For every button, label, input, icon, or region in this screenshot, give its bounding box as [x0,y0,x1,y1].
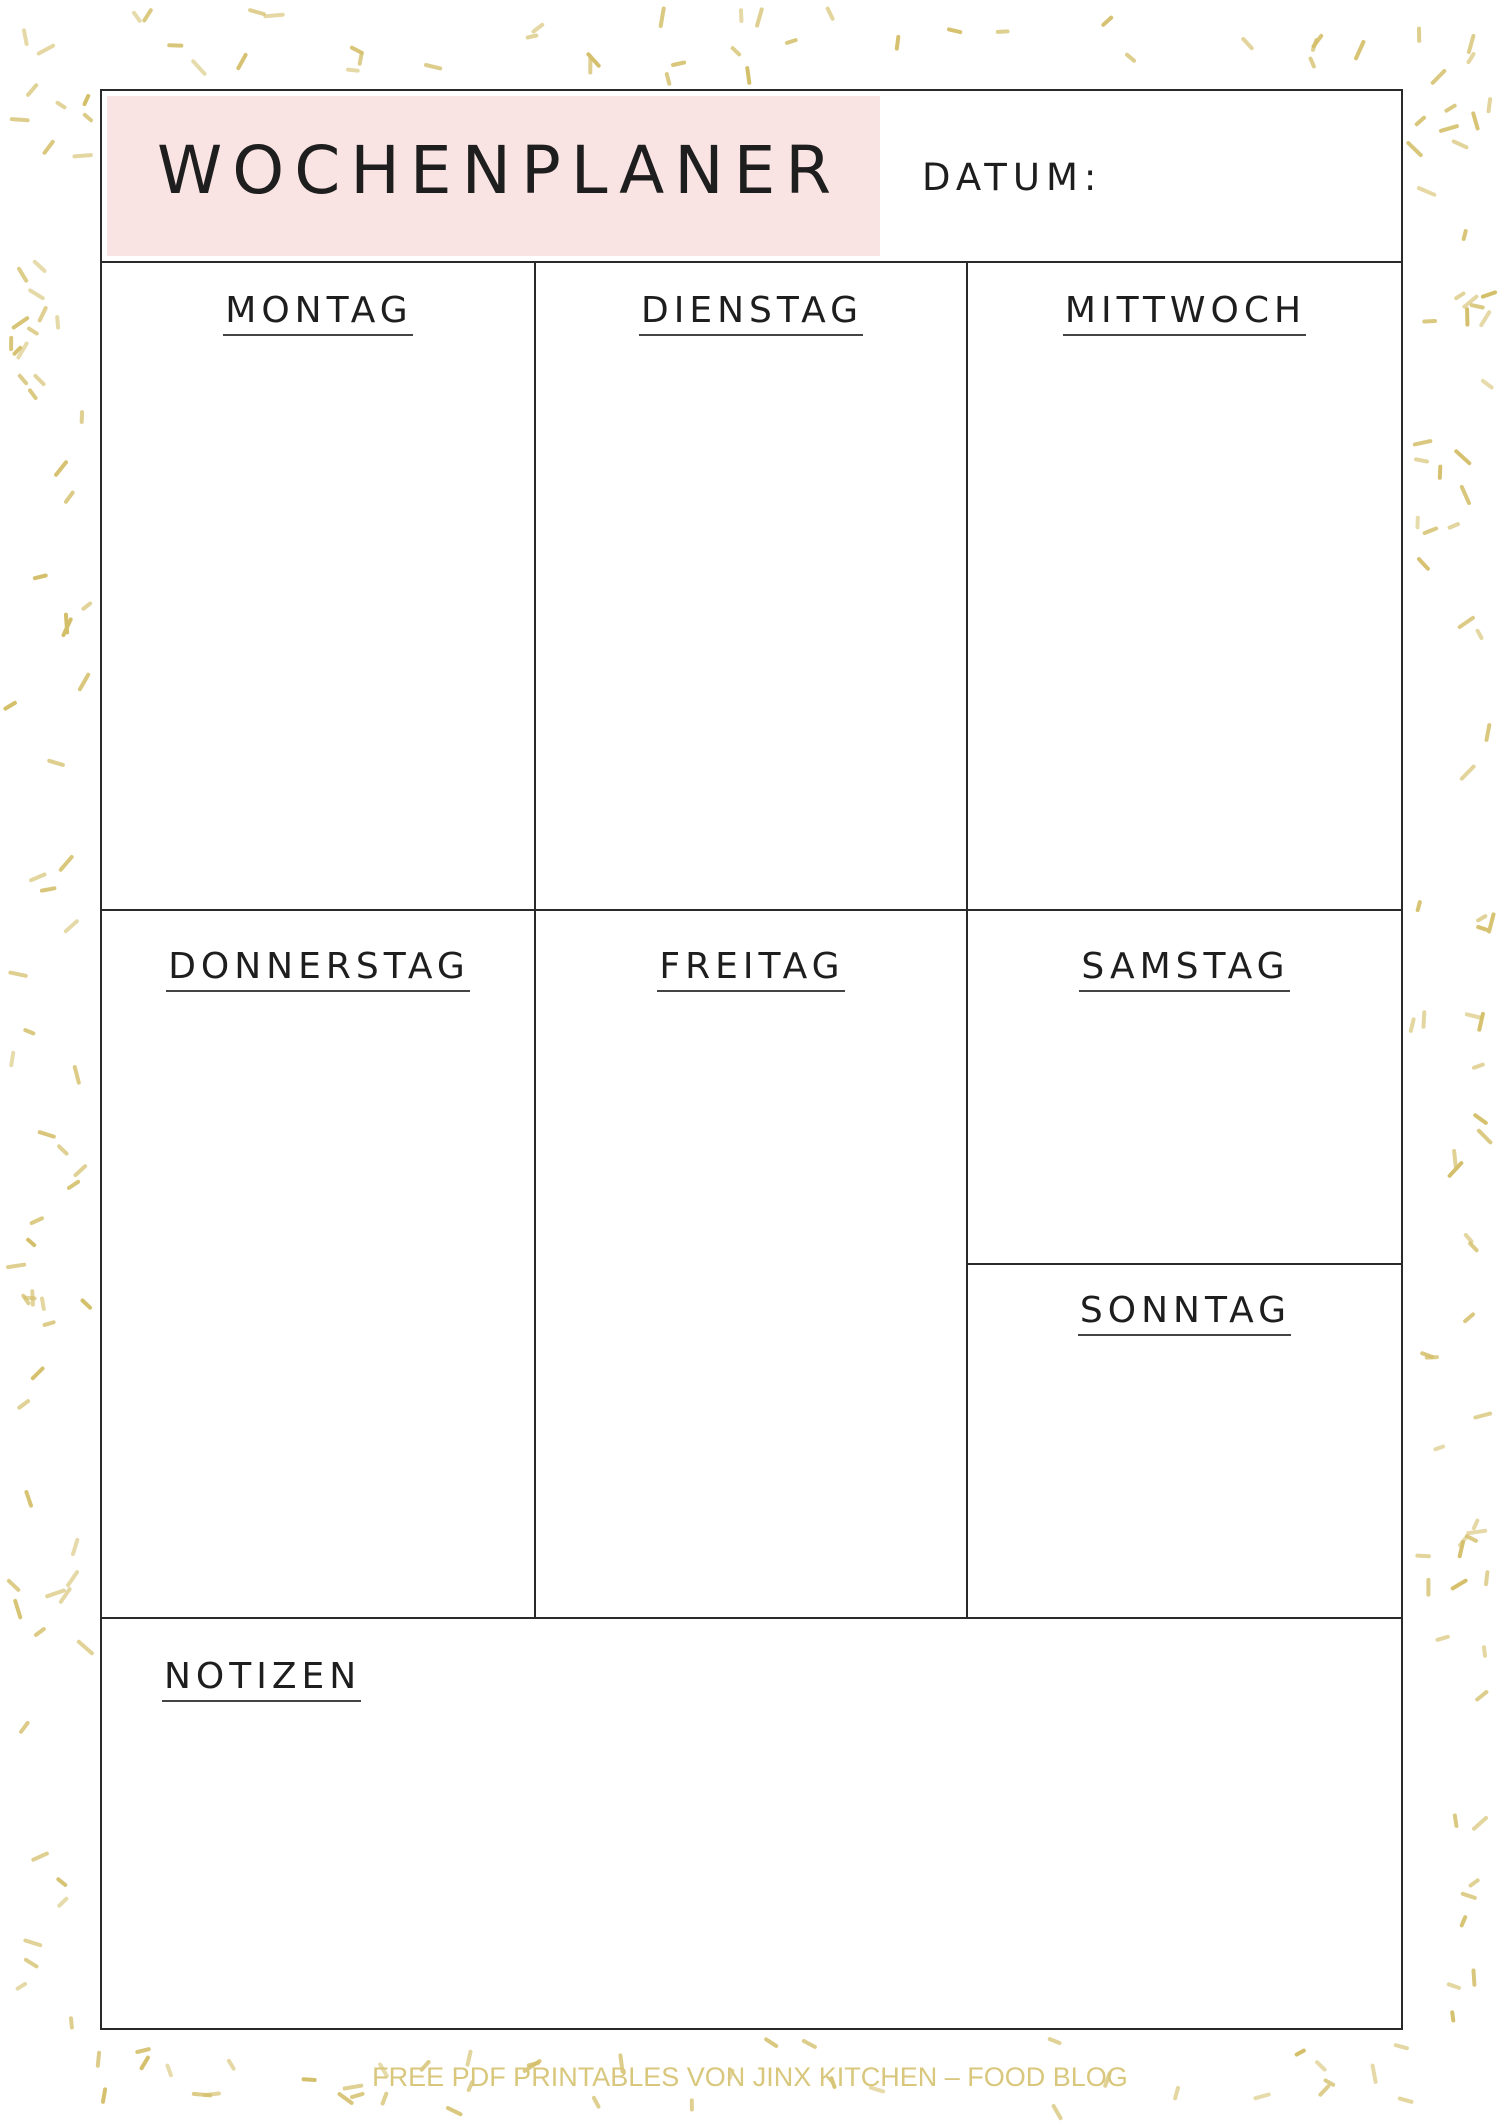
confetti-sprinkle [1453,1581,1466,1589]
day-heading-sunday: SONNTAG [968,1293,1401,1336]
confetti-sprinkle [766,2039,776,2046]
confetti-sprinkle [36,1629,44,1635]
confetti-sprinkle [25,1030,33,1033]
confetti-sprinkle [40,1132,54,1136]
confetti-sprinkle [1416,459,1427,461]
weekly-planner-sheet [100,89,1403,2030]
confetti-sprinkle [1478,927,1486,930]
confetti-sprinkle [66,921,77,931]
confetti-sprinkle [1425,529,1436,534]
confetti-sprinkle [75,1067,79,1083]
confetti-sprinkle [1438,1637,1448,1640]
confetti-sprinkle [30,390,36,398]
confetti-sprinkle [1415,441,1431,444]
confetti-sprinkle [1469,54,1474,62]
confetti-sprinkle [21,1723,28,1732]
confetti-sprinkle [667,74,670,84]
planner-header [102,91,1401,263]
confetti-sprinkle [238,55,245,68]
confetti-sprinkle [897,37,899,49]
confetti-sprinkle [528,36,537,38]
confetti-sprinkle [1419,559,1428,569]
confetti-sprinkle [15,1601,20,1617]
confetti-sprinkle [28,85,36,95]
confetti-sprinkle [787,40,796,43]
confetti-sprinkle [32,1218,42,1223]
confetti-sprinkle [250,10,264,14]
confetti-sprinkle [8,1265,24,1267]
confetti-sprinkle [352,48,362,53]
confetti-sprinkle [1411,1019,1414,1030]
planner-title: WOCHENPLANER [157,132,842,209]
confetti-sprinkle [10,973,25,976]
confetti-sprinkle [1464,231,1466,239]
confetti-sprinkle [1474,1971,1475,1985]
confetti-sprinkle [30,290,43,298]
confetti-sprinkle [24,30,27,44]
confetti-sprinkle [534,25,543,32]
confetti-sprinkle [144,10,151,20]
confetti-sprinkle [1446,106,1454,111]
confetti-sprinkle [18,1984,26,1989]
day-cell-thursday[interactable] [102,911,536,1619]
confetti-sprinkle [19,1401,28,1408]
confetti-sprinkle [5,703,15,709]
confetti-sprinkle [1297,2051,1304,2055]
confetti-sprinkle [733,48,740,54]
confetti-sprinkle [804,2041,815,2047]
confetti-sprinkle [1462,1917,1466,1925]
confetti-sprinkle [1433,71,1445,83]
notes-section[interactable] [102,1619,1401,2028]
confetti-sprinkle [1467,1536,1476,1541]
confetti-sprinkle [1418,902,1420,910]
day-cell-monday[interactable] [102,261,536,911]
confetti-sprinkle [58,1879,65,1885]
confetti-sprinkle [19,269,26,281]
confetti-sprinkle [79,1642,92,1653]
title-banner [107,96,880,256]
date-label: DATUM: [922,156,1103,199]
confetti-sprinkle [265,15,282,17]
confetti-sprinkle [1471,1880,1478,1885]
confetti-sprinkle [1486,1572,1487,1584]
confetti-sprinkle [1475,1414,1490,1418]
confetti-sprinkle [1103,18,1111,25]
confetti-sprinkle [83,604,90,609]
confetti-sprinkle [39,46,53,54]
day-heading-saturday: SAMSTAG [968,949,1401,992]
confetti-sprinkle [1311,59,1314,67]
confetti-sprinkle [1449,1984,1459,1988]
confetti-sprinkle [83,1301,91,1308]
confetti-sprinkle [1400,2099,1412,2102]
confetti-sprinkle [137,2049,148,2052]
confetti-sprinkle [1469,36,1474,52]
confetti-sprinkle [1450,524,1458,528]
confetti-sprinkle [1474,1818,1486,1829]
confetti-sprinkle [340,2094,352,2103]
confetti-sprinkle [1460,618,1473,627]
day-heading-friday: FREITAG [536,949,966,992]
confetti-sprinkle [1472,305,1483,307]
confetti-sprinkle [71,2018,72,2027]
confetti-sprinkle [1474,1065,1483,1068]
confetti-sprinkle [59,1899,66,1906]
notes-heading: NOTIZEN [162,1659,361,1702]
confetti-sprinkle [1440,467,1441,478]
confetti-sprinkle [1455,1816,1457,1826]
day-heading-monday: MONTAG [102,293,534,336]
confetti-sprinkle [49,761,63,765]
confetti-sprinkle [29,329,37,334]
day-cell-friday[interactable] [536,911,968,1619]
confetti-sprinkle [33,1369,43,1379]
confetti-sprinkle [1467,1014,1480,1017]
confetti-sprinkle [66,615,67,633]
confetti-sprinkle [673,63,684,66]
confetti-sprinkle [1474,1521,1478,1529]
confetti-sprinkle [1441,126,1457,131]
confetti-sprinkle [1417,1556,1429,1557]
confetti-sprinkle [448,2108,461,2114]
confetti-sprinkle [26,1492,31,1506]
confetti-sprinkle [1127,55,1134,61]
confetti-sprinkle [1396,2045,1407,2048]
confetti-sprinkle [1473,113,1477,128]
confetti-sprinkle [1478,916,1485,920]
confetti-sprinkle [42,1299,44,1309]
confetti-sprinkle [1470,1244,1476,1251]
confetti-sprinkle [998,31,1008,32]
confetti-sprinkle [1435,1447,1443,1450]
confetti-sprinkle [1462,487,1469,503]
confetti-sprinkle [1484,1647,1485,1656]
confetti-sprinkle [11,1053,13,1065]
confetti-sprinkle [1466,1235,1472,1242]
confetti-sprinkle [1489,99,1491,111]
confetti-sprinkle [45,142,53,153]
confetti-sprinkle [58,103,65,108]
confetti-sprinkle [9,1581,18,1590]
confetti-sprinkle [1456,451,1469,463]
confetti-sprinkle [35,576,46,579]
confetti-sprinkle [134,13,140,21]
day-cell-sunday[interactable] [968,1265,1401,1619]
day-cell-saturday[interactable] [968,911,1401,1265]
confetti-sprinkle [193,61,204,74]
confetti-sprinkle [73,1540,77,1554]
confetti-sprinkle [75,155,91,156]
confetti-sprinkle [1256,2095,1269,2099]
confetti-sprinkle [1462,767,1474,779]
confetti-sprinkle [47,1591,64,1597]
confetti-sprinkle [1050,2039,1060,2043]
confetti-sprinkle [383,2094,387,2104]
confetti-sprinkle [56,462,66,475]
confetti-sprinkle [1417,118,1424,124]
confetti-sprinkle [59,1146,66,1153]
confetti-sprinkle [85,115,91,120]
confetti-sprinkle [68,1572,77,1585]
confetti-sprinkle [1452,2012,1453,2020]
confetti-sprinkle [35,262,45,271]
confetti-sprinkle [40,308,46,320]
confetti-sprinkle [1468,1531,1485,1533]
confetti-sprinkle [12,119,28,120]
confetti-sprinkle [1356,42,1363,58]
day-heading-wednesday: MITTWOCH [968,293,1401,336]
day-heading-tuesday: DIENSTAG [536,293,966,336]
confetti-sprinkle [25,1298,34,1299]
confetti-sprinkle [1483,381,1492,388]
confetti-sprinkle [1419,188,1434,195]
confetti-sprinkle [426,65,440,68]
confetti-sprinkle [25,1941,40,1946]
confetti-sprinkle [661,9,664,27]
confetti-sprinkle [1478,631,1482,638]
confetti-sprinkle [20,376,26,383]
confetti-sprinkle [1454,1151,1456,1168]
confetti-sprinkle [80,675,88,690]
confetti-sprinkle [1424,321,1435,322]
confetti-sprinkle [348,70,358,71]
confetti-sprinkle [1483,292,1495,296]
confetti-sprinkle [33,1854,47,1860]
confetti-sprinkle [1243,39,1251,48]
confetti-sprinkle [594,2098,599,2107]
confetti-sprinkle [31,875,44,881]
confetti-sprinkle [69,1182,78,1188]
confetti-sprinkle [66,493,73,502]
confetti-sprinkle [1422,1353,1432,1357]
confetti-sprinkle [35,376,43,384]
confetti-sprinkle [1477,1692,1486,1699]
day-cell-tuesday[interactable] [536,261,968,911]
confetti-sprinkle [949,29,960,32]
confetti-sprinkle [85,96,89,104]
confetti-sprinkle [1424,1012,1425,1027]
confetti-sprinkle [103,2089,105,2101]
confetti-sprinkle [1465,1314,1473,1321]
confetti-sprinkle [61,857,72,870]
day-cell-wednesday[interactable] [968,261,1401,911]
confetti-sprinkle [1481,312,1489,325]
confetti-sprinkle [1463,1894,1475,1898]
confetti-sprinkle [76,1166,86,1175]
confetti-sprinkle [1054,2106,1061,2118]
confetti-sprinkle [747,68,749,83]
confetti-sprinkle [205,2094,219,2096]
confetti-sprinkle [1408,143,1420,155]
confetti-sprinkle [1487,725,1490,740]
confetti-sprinkle [14,318,28,327]
confetti-sprinkle [757,9,762,25]
confetti-sprinkle [1454,141,1467,147]
confetti-sprinkle [1475,1115,1486,1123]
confetti-sprinkle [828,9,833,19]
confetti-sprinkle [1479,1131,1491,1143]
confetti-sprinkle [352,2094,363,2097]
confetti-sprinkle [57,317,58,328]
confetti-sprinkle [42,888,55,890]
confetti-sprinkle [28,1240,34,1245]
confetti-sprinkle [1456,294,1463,299]
day-heading-thursday: DONNERSTAG [102,949,534,992]
confetti-sprinkle [26,1960,37,1967]
confetti-sprinkle [45,1322,54,1325]
confetti-sprinkle [360,54,362,63]
confetti-sprinkle [1489,914,1493,931]
footer-credit: FREE PDF PRINTABLES VON JINX KITCHEN – FOOD BLOG [372,2062,1128,2092]
